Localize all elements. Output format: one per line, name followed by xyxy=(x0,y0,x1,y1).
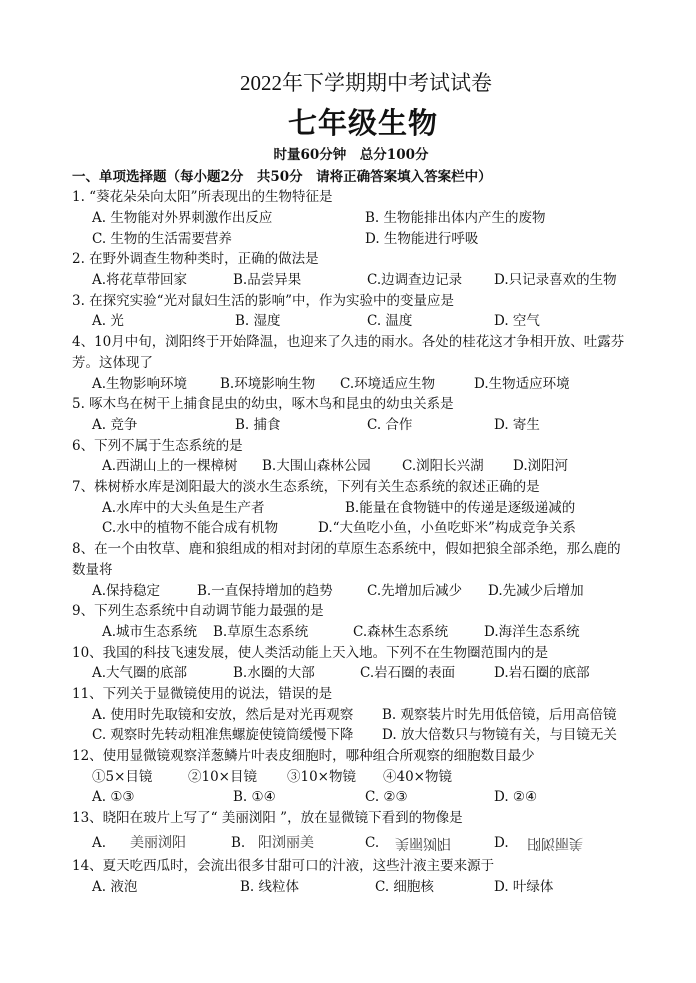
question-stem: 8、在一个由牧草、鹿和狼组成的相对封闭的草原生态系统中，假如把狼全部杀绝，那么鹿的数量将 xyxy=(72,541,621,578)
option-a: A.西湖山上的一棵樟树 xyxy=(102,458,238,475)
option-d: D. 叶绿体 xyxy=(494,878,554,895)
question-6 xyxy=(72,436,628,477)
options-row xyxy=(72,787,628,808)
option-a: A. 光 xyxy=(92,313,124,330)
option-c: C. 温度 xyxy=(367,313,413,330)
question-stem: 9、下列生态系统中自动调节能力最强的是 xyxy=(72,603,324,620)
item-4: ④40×物镜 xyxy=(383,768,452,785)
question-5 xyxy=(72,394,628,435)
question-3 xyxy=(72,291,628,332)
option-c-image: 美丽浏阳 xyxy=(395,834,451,851)
option-c: C.环境适应生物 xyxy=(340,375,436,392)
question-12 xyxy=(72,746,628,808)
option-a: A. 竞争 xyxy=(92,416,138,433)
question-2 xyxy=(72,249,628,290)
question-stem: 13、晓阳在玻片上写了“ 美丽浏阳 ”，放在显微镜下看到的物像是 xyxy=(72,810,463,827)
question-11 xyxy=(72,684,628,746)
options-row xyxy=(72,374,628,395)
options-row xyxy=(72,311,628,332)
option-c: C. 细胞核 xyxy=(375,878,434,895)
option-d: D. 空气 xyxy=(494,313,540,330)
option-d: D.岩石圈的底部 xyxy=(494,665,590,682)
option-b: B.环境影响生物 xyxy=(220,375,316,392)
option-c: C.水中的植物不能合成有机物 xyxy=(102,520,279,537)
question-stem: 10、我国的科技飞速发展，使人类活动能上天入地。下列不在生物圈范围内的是 xyxy=(72,644,549,661)
option-d: D.只记录喜欢的生物 xyxy=(494,272,617,289)
option-a: A. 生物能对外界刺激作出反应 xyxy=(92,209,273,226)
option-b: B. 湿度 xyxy=(235,313,281,330)
options-row xyxy=(72,622,628,643)
question-7 xyxy=(72,477,628,539)
subject-title: 七年级生物 xyxy=(287,106,438,140)
question-stem: 4、10月中旬，浏阳终于开始降温，也迎来了久违的雨水。各处的桂花这才争相开放、吐露芬芳。这体现了 xyxy=(72,334,625,371)
option-d: D. ②④ xyxy=(494,789,538,806)
option-a: A.保持稳定 xyxy=(92,582,161,599)
question-4 xyxy=(72,332,628,394)
options-row xyxy=(72,581,628,602)
option-c: C.森林生态系统 xyxy=(353,623,449,640)
option-c: C. 合作 xyxy=(367,416,413,433)
option-c: C.浏阳长兴湖 xyxy=(402,458,484,475)
options-row xyxy=(72,663,628,684)
option-c: C. ②③ xyxy=(365,789,408,806)
question-stem: 7、株树桥水库是浏阳最大的淡水生态系统，下列有关生态系统的叙述正确的是 xyxy=(72,479,540,496)
options-row xyxy=(72,229,628,250)
option-b: B.水圈的大部 xyxy=(233,665,315,682)
exam-info: 时量60分钟 总分100分 xyxy=(273,147,429,163)
option-a-image: 美丽浏阳 xyxy=(130,834,186,851)
option-d: D. 放大倍数只与物镜有关，与目镜无关 xyxy=(382,727,617,744)
option-b: B. 线粒体 xyxy=(240,878,300,895)
question-stem: 5. 啄木鸟在树干上捕食昆虫的幼虫，啄木鸟和昆虫的幼虫关系是 xyxy=(72,396,454,413)
option-c: C. 观察时先转动粗准焦螺旋使镜筒缓慢下降 xyxy=(92,727,354,744)
option-c-label: C. xyxy=(365,834,380,851)
option-d: D. 生物能进行呼吸 xyxy=(365,230,479,247)
options-row xyxy=(72,830,628,856)
question-stem: 12、使用显微镜观察洋葱鳞片叶表皮细胞时，哪种组合所观察的细胞数目最少 xyxy=(72,748,535,765)
option-c: C.先增加后减少 xyxy=(367,582,463,599)
option-d-image: 美丽浏阳 xyxy=(527,834,583,851)
options-row xyxy=(72,270,628,291)
option-b: B.能量在食物链中的传递是逐级递减的 xyxy=(345,499,576,516)
options-row xyxy=(72,498,628,519)
section-heading: 一、单项选择题（每小题2分 共50分 请将正确答案填入答案栏中） xyxy=(72,168,492,185)
question-stem: 6、下列不属于生态系统的是 xyxy=(72,437,243,454)
options-row xyxy=(72,705,628,726)
option-b-image: 阳浏丽美 xyxy=(258,834,314,851)
options-row xyxy=(72,415,628,436)
option-a: A.城市生态系统 xyxy=(102,623,198,640)
option-b: B. ①④ xyxy=(233,789,276,806)
question-stem: 2. 在野外调查生物种类时，正确的做法是 xyxy=(72,251,319,268)
option-d: D.海洋生态系统 xyxy=(484,623,580,640)
exam-title: 2022年下学期期中考试试卷 xyxy=(240,71,492,95)
question-10 xyxy=(72,643,628,684)
option-b-label: B. xyxy=(231,834,246,851)
option-a: A. ①③ xyxy=(92,789,135,806)
option-b: B. 观察装片时先用低倍镜，后用高倍镜 xyxy=(382,706,617,723)
option-a: A. 使用时先取镜和安放，然后是对光再观察 xyxy=(92,706,354,723)
option-c: C. 生物的生活需要营养 xyxy=(92,230,232,247)
items-row xyxy=(72,767,628,788)
option-d: D.先减少后增加 xyxy=(488,582,584,599)
options-row xyxy=(72,456,628,477)
question-9 xyxy=(72,601,628,642)
options-row xyxy=(72,877,628,898)
question-stem: 1. “葵花朵朵向太阳”所表现出的生物特征是 xyxy=(72,189,333,206)
question-section xyxy=(72,167,628,898)
option-d: D.浏阳河 xyxy=(513,458,569,475)
item-3: ③10×物镜 xyxy=(287,768,356,785)
option-b: B.一直保持增加的趋势 xyxy=(197,582,333,599)
option-c: C.边调查边记录 xyxy=(367,272,463,289)
option-a: A. 液泡 xyxy=(92,878,138,895)
options-row xyxy=(72,518,628,539)
question-stem: 3. 在探究实验“光对鼠妇生活的影响”中，作为实验中的变量应是 xyxy=(72,292,454,309)
option-b: B. 捕食 xyxy=(235,416,281,433)
question-14 xyxy=(72,856,628,897)
option-a: A.生物影响环境 xyxy=(92,375,188,392)
option-b: B.大围山森林公园 xyxy=(262,458,371,475)
question-13 xyxy=(72,808,628,856)
option-d: D. 寄生 xyxy=(494,416,540,433)
option-a: A.水库中的大头鱼是生产者 xyxy=(102,499,265,516)
option-c: C.岩石圈的表面 xyxy=(360,665,456,682)
option-b: B. 生物能排出体内产生的废物 xyxy=(365,209,546,226)
option-a-label: A. xyxy=(92,834,107,851)
option-a: A.大气圈的底部 xyxy=(92,665,188,682)
options-row xyxy=(72,208,628,229)
option-a: A.将花草带回家 xyxy=(92,272,188,289)
item-1: ①5×目镜 xyxy=(92,768,153,785)
options-row xyxy=(72,725,628,746)
question-stem: 11、下列关于显微镜使用的说法，错误的是 xyxy=(72,685,333,702)
option-b: B.草原生态系统 xyxy=(213,623,309,640)
question-1 xyxy=(72,187,628,249)
item-2: ②10×目镜 xyxy=(188,768,257,785)
question-8 xyxy=(72,539,628,601)
question-stem: 14、夏天吃西瓜时，会流出很多甘甜可口的汁液，这些汁液主要来源于 xyxy=(72,857,495,874)
option-d: D.生物适应环境 xyxy=(474,375,570,392)
option-d-label: D. xyxy=(494,834,509,851)
option-d: D.“大鱼吃小鱼，小鱼吃虾米”构成竞争关系 xyxy=(318,520,576,537)
option-b: B.品尝异果 xyxy=(233,272,302,289)
